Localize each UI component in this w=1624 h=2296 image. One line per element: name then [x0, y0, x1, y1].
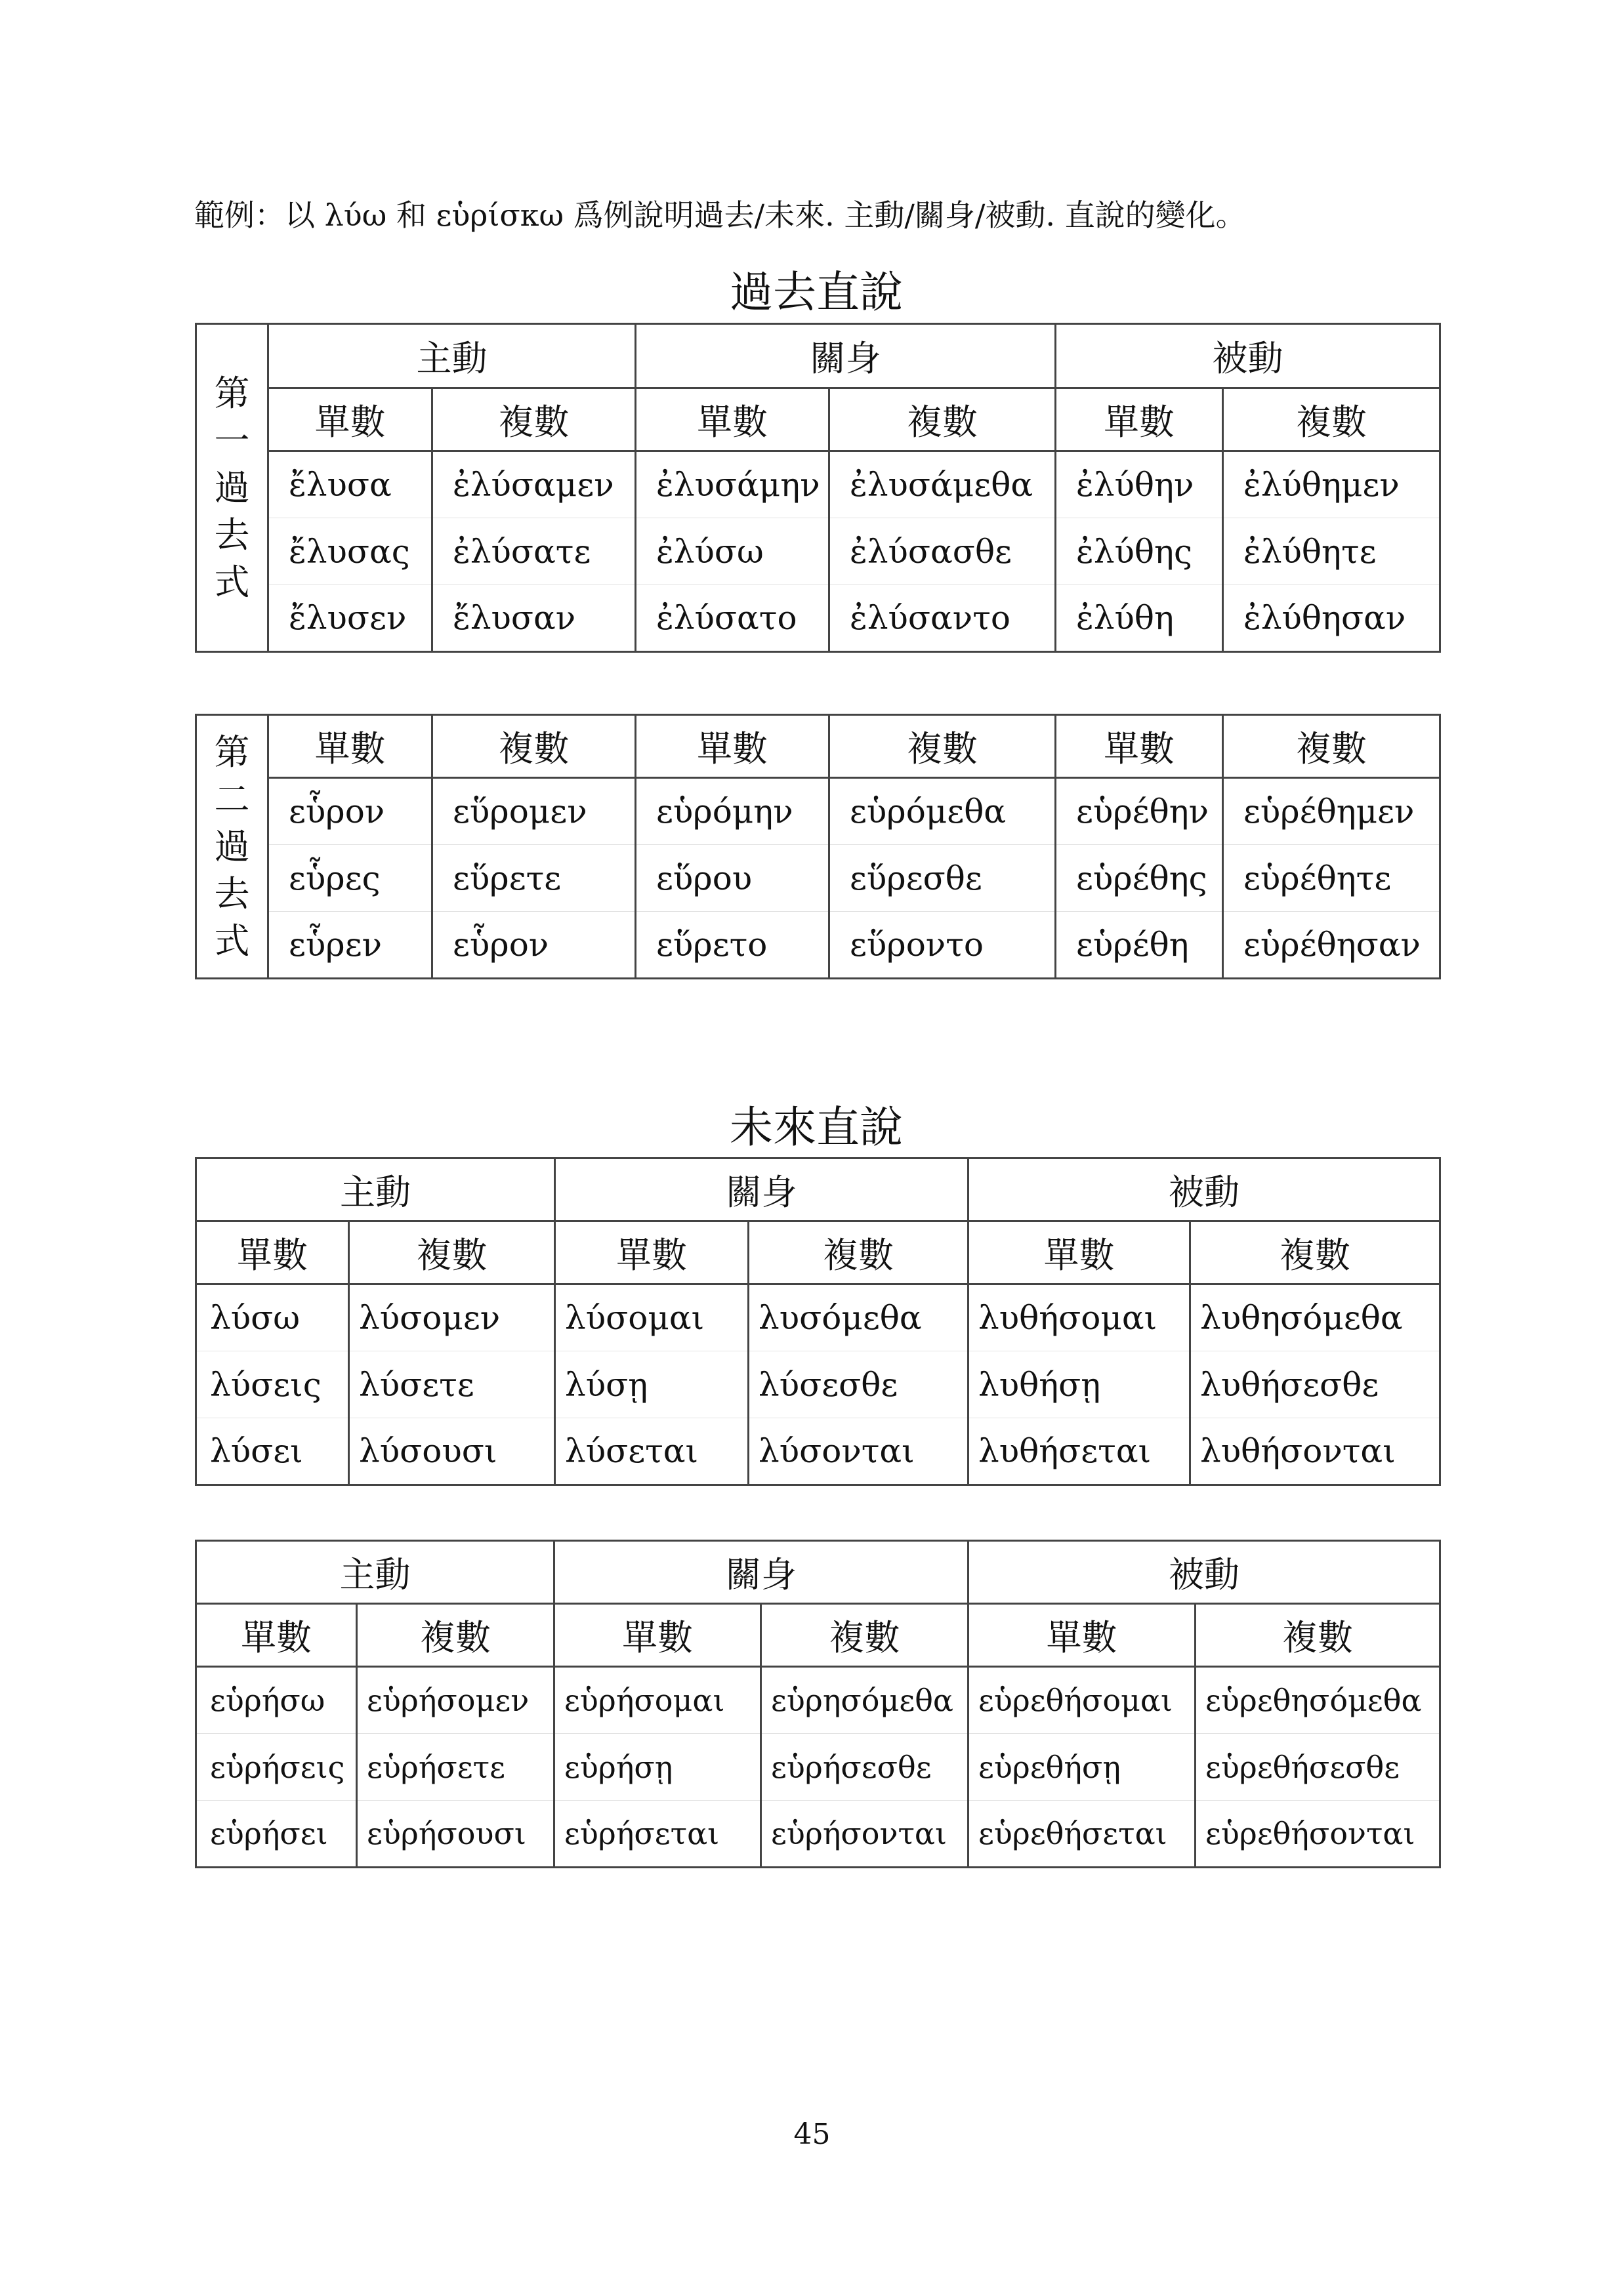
- form-cell: ἐλύσαμεν: [432, 451, 636, 518]
- form-cell: εὕρετο: [636, 912, 829, 979]
- form-cell: εὑρέθης: [1056, 845, 1223, 912]
- form-cell: εὑρήσεις: [196, 1734, 357, 1801]
- form-cell: εὗρες: [268, 845, 432, 912]
- form-cell: εὕρεσθε: [829, 845, 1056, 912]
- table-row: [196, 1351, 1440, 1418]
- form-cell: ἔλυσαν: [432, 585, 636, 652]
- form-cell: ἐλύσαντο: [829, 585, 1056, 652]
- future-luo-table: [195, 1157, 1441, 1486]
- form-cell: ἐλύσατο: [636, 585, 829, 652]
- table-row: [196, 451, 1440, 518]
- form-cell: εὑρέθημεν: [1223, 778, 1440, 845]
- form-cell: εὑρεθησόμεθα: [1196, 1667, 1440, 1734]
- form-cell: εὑρησόμεθα: [761, 1667, 968, 1734]
- table-row: [196, 912, 1440, 979]
- form-cell: εὑρήσετε: [357, 1734, 554, 1801]
- form-cell: λύσομαι: [555, 1284, 749, 1351]
- section-title-future: 未來直說: [730, 1102, 903, 1153]
- header-singular: 單數: [196, 1221, 349, 1284]
- form-cell: εὑρεθήσομαι: [968, 1667, 1196, 1734]
- header-middle: 關身: [554, 1541, 968, 1604]
- form-cell: ἔλυσας: [268, 518, 432, 585]
- header-passive: 被動: [968, 1541, 1440, 1604]
- header-active: 主動: [268, 324, 636, 388]
- header-singular: 單數: [268, 715, 432, 778]
- form-cell: εὕρου: [636, 845, 829, 912]
- header-plural: 複數: [349, 1221, 555, 1284]
- form-cell: εὑρέθησαν: [1223, 912, 1440, 979]
- header-middle: 關身: [555, 1158, 968, 1221]
- header-plural: 複數: [1190, 1221, 1440, 1284]
- form-cell: ἐλύσατε: [432, 518, 636, 585]
- form-cell: λυθήσεσθε: [1190, 1351, 1440, 1418]
- header-middle: 關身: [636, 324, 1056, 388]
- header-passive: 被動: [1056, 324, 1440, 388]
- form-cell: εὑρέθην: [1056, 778, 1223, 845]
- header-singular: 單數: [196, 1604, 357, 1667]
- page-number: 45: [793, 2118, 831, 2151]
- form-cell: λύσομεν: [349, 1284, 555, 1351]
- header-singular: 單數: [968, 1604, 1196, 1667]
- section-title-past: 過去直說: [730, 267, 903, 318]
- header-plural: 複數: [829, 715, 1056, 778]
- form-cell: ἐλύθη: [1056, 585, 1223, 652]
- form-cell: ἐλύσω: [636, 518, 829, 585]
- form-cell: λυθήσονται: [1190, 1418, 1440, 1485]
- form-cell: ἔλυσεν: [268, 585, 432, 652]
- form-cell: ἐλύθημεν: [1223, 451, 1440, 518]
- first-aorist-side-label: 第 一 過 去 式: [196, 324, 268, 652]
- form-cell: λυθήσῃ: [968, 1351, 1190, 1418]
- form-cell: εὑρεθήσῃ: [968, 1734, 1196, 1801]
- header-plural: 複數: [1223, 715, 1440, 778]
- form-cell: ἐλύθην: [1056, 451, 1223, 518]
- header-singular: 單數: [968, 1221, 1190, 1284]
- form-cell: εὑρήσει: [196, 1801, 357, 1868]
- form-cell: λύσει: [196, 1418, 349, 1485]
- form-cell: εὑρήσονται: [761, 1801, 968, 1868]
- form-cell: εὑρήσουσι: [357, 1801, 554, 1868]
- form-cell: λυθήσεται: [968, 1418, 1190, 1485]
- table-row: [196, 1801, 1440, 1868]
- header-plural: 複數: [432, 388, 636, 451]
- form-cell: ἐλυσάμην: [636, 451, 829, 518]
- form-cell: εὑρήσομεν: [357, 1667, 554, 1734]
- form-cell: εὕροντο: [829, 912, 1056, 979]
- header-plural: 複數: [357, 1604, 554, 1667]
- form-cell: ἐλύσασθε: [829, 518, 1056, 585]
- second-aorist-table: [195, 714, 1441, 979]
- header-plural: 複數: [1196, 1604, 1440, 1667]
- form-cell: ἐλύθης: [1056, 518, 1223, 585]
- form-cell: ἔλυσα: [268, 451, 432, 518]
- form-cell: εὑρέθητε: [1223, 845, 1440, 912]
- form-cell: λύσονται: [749, 1418, 968, 1485]
- table-row: [196, 1284, 1440, 1351]
- form-cell: εὕρομεν: [432, 778, 636, 845]
- table-row: [196, 778, 1440, 845]
- form-cell: εὗρον: [268, 778, 432, 845]
- header-singular: 單數: [1056, 388, 1223, 451]
- form-cell: εὑρήσεσθε: [761, 1734, 968, 1801]
- form-cell: λύσω: [196, 1284, 349, 1351]
- header-singular: 單數: [636, 388, 829, 451]
- header-singular: 單數: [554, 1604, 761, 1667]
- header-passive: 被動: [968, 1158, 1440, 1221]
- form-cell: εὑρόμην: [636, 778, 829, 845]
- table-row: [196, 1418, 1440, 1485]
- form-cell: εὑρήσεται: [554, 1801, 761, 1868]
- header-plural: 複數: [749, 1221, 968, 1284]
- form-cell: εὗρεν: [268, 912, 432, 979]
- future-heurisko-table: [195, 1540, 1441, 1868]
- table-row: [196, 585, 1440, 652]
- table-row: [196, 518, 1440, 585]
- form-cell: ἐλύθησαν: [1223, 585, 1440, 652]
- form-cell: ἐλυσάμεθα: [829, 451, 1056, 518]
- second-aorist-side-label: 第 二 過 去 式: [196, 715, 268, 979]
- header-plural: 複數: [1223, 388, 1440, 451]
- form-cell: λυσόμεθα: [749, 1284, 968, 1351]
- form-cell: λύσουσι: [349, 1418, 555, 1485]
- header-plural: 複數: [829, 388, 1056, 451]
- table-row: [196, 1667, 1440, 1734]
- form-cell: εὑρόμεθα: [829, 778, 1056, 845]
- intro-text: 範例：以 λύω 和 εὑρίσκω 爲例說明過去/未來. 主動/關身/被動. 直說的變化。: [194, 197, 1246, 233]
- header-singular: 單數: [636, 715, 829, 778]
- form-cell: εὑρέθη: [1056, 912, 1223, 979]
- header-active: 主動: [196, 1158, 555, 1221]
- form-cell: λύσεις: [196, 1351, 349, 1418]
- form-cell: εὗρον: [432, 912, 636, 979]
- header-singular: 單數: [1056, 715, 1223, 778]
- header-singular: 單數: [555, 1221, 749, 1284]
- header-plural: 複數: [761, 1604, 968, 1667]
- table-row: [196, 1734, 1440, 1801]
- first-aorist-table: [195, 323, 1441, 653]
- form-cell: λυθησόμεθα: [1190, 1284, 1440, 1351]
- form-cell: εὑρεθήσεται: [968, 1801, 1196, 1868]
- form-cell: εὑρήσω: [196, 1667, 357, 1734]
- form-cell: λύσεσθε: [749, 1351, 968, 1418]
- form-cell: εὑρεθήσεσθε: [1196, 1734, 1440, 1801]
- form-cell: εὕρετε: [432, 845, 636, 912]
- header-plural: 複數: [432, 715, 636, 778]
- form-cell: λύσῃ: [555, 1351, 749, 1418]
- form-cell: ἐλύθητε: [1223, 518, 1440, 585]
- form-cell: εὑρήσομαι: [554, 1667, 761, 1734]
- header-active: 主動: [196, 1541, 554, 1604]
- table-row: [196, 845, 1440, 912]
- form-cell: εὑρήσῃ: [554, 1734, 761, 1801]
- form-cell: λύσεται: [555, 1418, 749, 1485]
- form-cell: λυθήσομαι: [968, 1284, 1190, 1351]
- form-cell: λύσετε: [349, 1351, 555, 1418]
- form-cell: εὑρεθήσονται: [1196, 1801, 1440, 1868]
- header-singular: 單數: [268, 388, 432, 451]
